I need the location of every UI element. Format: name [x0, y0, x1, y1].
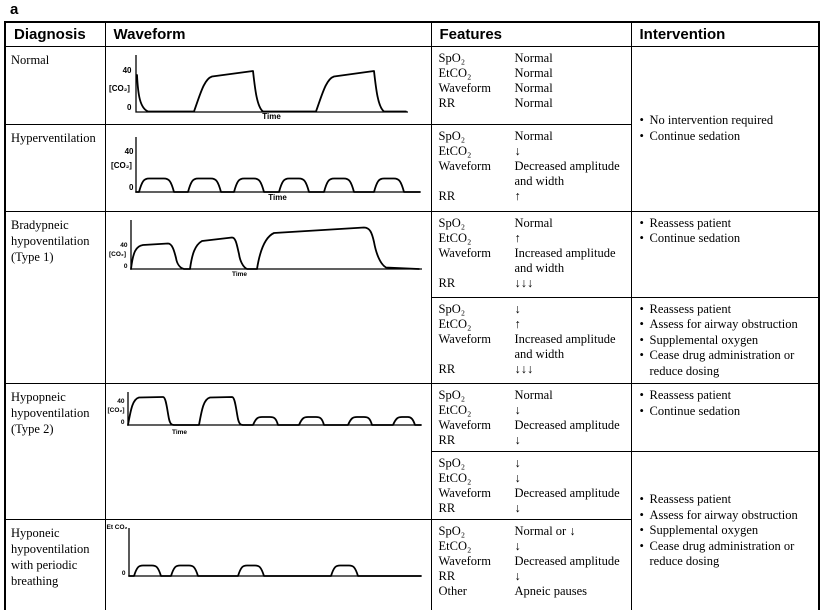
feature-label: RR [438, 569, 456, 583]
feature-value: Increased amplitude and width [514, 245, 616, 275]
feature-label: Other [438, 584, 467, 598]
plot-axes [129, 528, 421, 576]
y-axis-label: [CO₂] [111, 160, 132, 170]
feature-label: SpO₂ [438, 524, 466, 538]
feature-value: ↓ [514, 403, 521, 417]
feature-value: Apneic pauses [514, 584, 588, 598]
feature-label: EtCO₂ [438, 230, 472, 245]
y-axis-label: [CO₂] [109, 83, 130, 93]
y-max-label: 40 [124, 146, 134, 156]
co2-trace [128, 397, 421, 425]
feature-value: ↓ [514, 471, 521, 485]
feature-label: SpO₂ [438, 388, 466, 402]
intervention-item: • Reassess patient [640, 302, 815, 318]
capnogram-plot-hypopneic [106, 384, 431, 446]
y-axis-label: Et CO₂ [106, 524, 128, 531]
waveform-cell-hyperventilation [105, 124, 431, 211]
table-row-bradypneic-1 [5, 211, 819, 297]
feature-value: ↑ [514, 230, 521, 245]
plot-axes [136, 55, 408, 112]
x-axis-label: Time [268, 192, 287, 202]
y-zero-label: 0 [123, 262, 128, 270]
intervention-cell-hypopneic-hyponeic [631, 452, 819, 610]
intervention-item: • Assess for airway obstruction [640, 508, 815, 524]
features-cell-bradypneic-1 [431, 211, 631, 297]
capnogram-plot-hyperventilation [106, 125, 431, 208]
feature-label: Waveform [438, 554, 491, 568]
features-cell-hypopneic-1 [431, 384, 631, 452]
feature-value: ↓↓↓ [514, 361, 534, 376]
intervention-cell-bradypneic-1 [631, 211, 819, 297]
feature-label: SpO₂ [438, 50, 466, 65]
y-max-label: 40 [117, 398, 125, 405]
feature-label: Waveform [438, 80, 491, 95]
intervention-item: • Reassess patient [640, 388, 815, 404]
header-intervention: Intervention [631, 22, 819, 46]
feature-label: SpO₂ [438, 456, 466, 470]
feature-label: EtCO₂ [438, 403, 472, 417]
co2-trace [136, 178, 420, 192]
feature-value: Normal [514, 65, 553, 80]
diagnosis-hyponeic: Hyponeic hypoventilation with periodic breathing [5, 520, 105, 610]
feature-value: Normal [514, 128, 553, 143]
feature-label: EtCO₂ [438, 65, 472, 80]
intervention-item: • No intervention required [640, 113, 815, 129]
intervention-cell-hypopneic-1 [631, 384, 819, 452]
feature-value: ↓ [514, 143, 521, 158]
waveform-cell-hypopneic [105, 384, 431, 520]
features-cell-hypopneic-2 [431, 452, 631, 520]
intervention-item: • Continue sedation [640, 231, 815, 247]
feature-label: Waveform [438, 418, 491, 432]
feature-value: Decreased amplitude [514, 554, 620, 568]
feature-label: EtCO₂ [438, 471, 472, 485]
diagnosis-normal: Normal [5, 46, 105, 124]
x-axis-label: Time [262, 111, 281, 121]
feature-label: RR [438, 361, 456, 376]
y-zero-label: 0 [129, 182, 134, 192]
waveform-cell-normal [105, 46, 431, 124]
waveform-cell-hyponeic [105, 520, 431, 610]
table-row-normal [5, 46, 819, 124]
feature-label: EtCO₂ [438, 539, 472, 553]
capnogram-waveform [106, 212, 428, 294]
intervention-item: • Reassess patient [640, 216, 815, 232]
diagnosis-hyperventilation: Hyperventilation [5, 124, 105, 211]
plot-axes [131, 220, 422, 269]
capnogram-plot-bradypneic [106, 212, 431, 294]
intervention-item: • Assess for airway obstruction [640, 317, 815, 333]
feature-label: Waveform [438, 245, 491, 260]
intervention-item: • Continue sedation [640, 404, 815, 420]
feature-value: Normal [514, 95, 553, 110]
y-zero-label: 0 [127, 102, 132, 112]
intervention-item: • Cease drug administration or reduce dosing [640, 539, 815, 570]
diagnosis-bradypneic: Bradypneic hypoventilation (Type 1) [5, 211, 105, 384]
feature-label: RR [438, 188, 456, 203]
feature-value: Normal [514, 215, 553, 230]
feature-label: RR [438, 501, 456, 515]
header-row [5, 22, 819, 46]
feature-label: EtCO₂ [438, 143, 472, 158]
intervention-item: • Supplemental oxygen [640, 333, 815, 349]
feature-label: RR [438, 275, 456, 290]
capnogram-waveform [106, 384, 428, 446]
feature-value: Decreased amplitude [514, 486, 620, 500]
x-axis-label: Time [171, 429, 188, 436]
feature-value: ↑ [514, 316, 521, 331]
feature-value: Normal [514, 80, 553, 95]
x-axis-label: Time [231, 270, 248, 278]
feature-label: EtCO₂ [438, 316, 472, 331]
capnogram-plot-normal [106, 47, 431, 121]
feature-value: Increased amplitude and width [514, 331, 616, 361]
waveform-cell-bradypneic [105, 211, 431, 384]
feature-label: Waveform [438, 486, 491, 500]
capnography-table [4, 21, 820, 610]
features-cell-hyponeic [431, 520, 631, 610]
intervention-item: • Continue sedation [640, 129, 815, 145]
feature-label: RR [438, 433, 456, 447]
plot-axes [128, 392, 421, 425]
feature-label: Waveform [438, 158, 491, 173]
feature-value: Normal [514, 388, 553, 402]
feature-value: ↑ [514, 188, 521, 203]
feature-label: SpO₂ [438, 301, 466, 316]
y-axis-label: [CO₂] [109, 250, 126, 258]
table-row-hypopneic-1 [5, 384, 819, 452]
feature-value: Decreased amplitude and width [514, 158, 620, 188]
figure-panel-label: a [10, 1, 19, 18]
feature-value: ↓ [514, 456, 521, 470]
diagnosis-hypopneic: Hypopneic hypoventilation (Type 2) [5, 384, 105, 520]
y-zero-label: 0 [120, 419, 125, 426]
feature-value: ↓ [514, 569, 521, 583]
feature-value: ↓↓↓ [514, 275, 534, 290]
intervention-item: • Cease drug administration or reduce dosing [640, 348, 815, 379]
intervention-cell-normal-hyperventilation [631, 46, 819, 211]
feature-value: ↓ [514, 433, 521, 447]
header-diagnosis: Diagnosis [5, 22, 105, 46]
header-features: Features [431, 22, 631, 46]
capnogram-waveform [106, 520, 428, 607]
y-zero-label: 0 [121, 570, 126, 577]
feature-label: SpO₂ [438, 128, 466, 143]
co2-trace [129, 566, 421, 577]
feature-value: Normal or ↓ [514, 524, 576, 538]
intervention-item: • Reassess patient [640, 492, 815, 508]
feature-value: ↓ [514, 301, 521, 316]
co2-trace [137, 71, 406, 112]
feature-value: ↓ [514, 501, 521, 515]
features-cell-hyperventilation [431, 124, 631, 211]
capnogram-waveform [106, 47, 428, 121]
feature-label: RR [438, 95, 456, 110]
features-cell-bradypneic-2 [431, 297, 631, 384]
co2-trace [131, 227, 419, 269]
capnogram-plot-hyponeic [106, 520, 431, 607]
feature-label: SpO₂ [438, 215, 466, 230]
intervention-cell-bradypneic-2 [631, 297, 819, 384]
features-cell-normal [431, 46, 631, 124]
y-axis-label: [CO₂] [107, 407, 125, 414]
feature-value: ↓ [514, 539, 521, 553]
feature-label: Waveform [438, 331, 491, 346]
feature-value: Normal [514, 50, 553, 65]
feature-value: Decreased amplitude [514, 418, 620, 432]
intervention-item: • Supplemental oxygen [640, 523, 815, 539]
y-max-label: 40 [122, 65, 132, 75]
header-waveform: Waveform [105, 22, 431, 46]
y-max-label: 40 [120, 241, 128, 249]
